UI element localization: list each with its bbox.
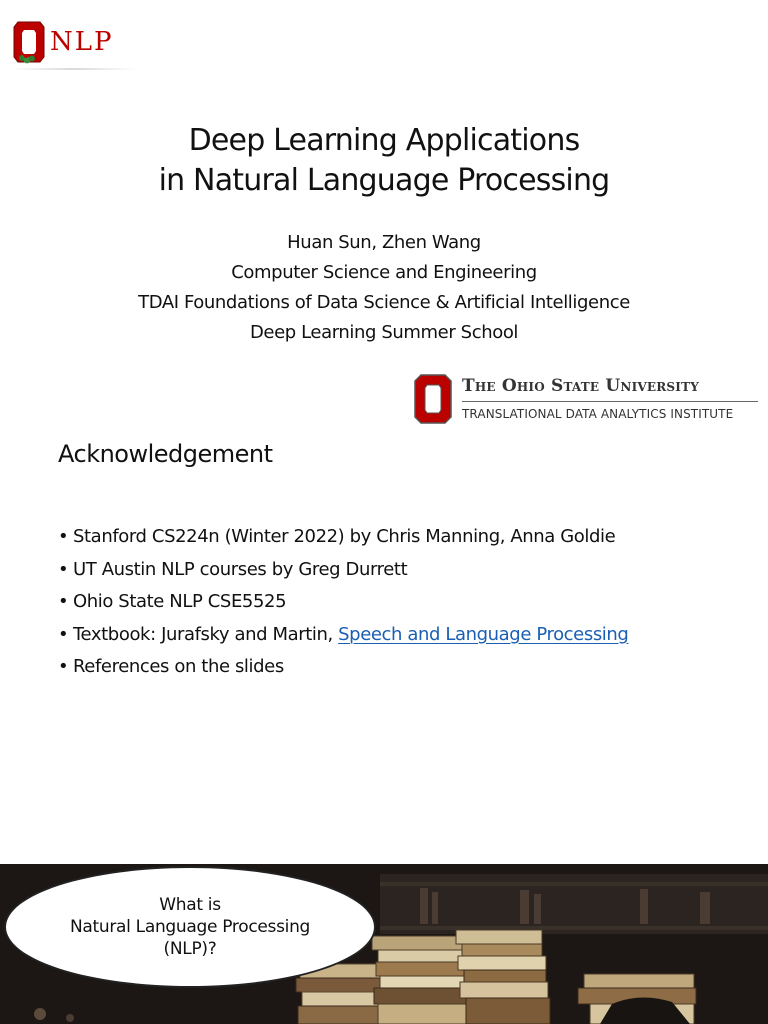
- list-item-text: UT Austin NLP courses by Greg Durrett: [73, 558, 408, 580]
- textbook-link[interactable]: Speech and Language Processing: [338, 623, 629, 645]
- author-names: Huan Sun, Zhen Wang: [287, 232, 481, 253]
- title-line-2: in Natural Language Processing: [158, 163, 610, 198]
- list-item: [58, 651, 628, 684]
- list-item-text: Textbook: Jurafsky and Martin,: [73, 623, 339, 645]
- block-o-logo-icon: [12, 20, 46, 64]
- bullet: •: [58, 656, 69, 677]
- nlp-group-logo: [12, 14, 136, 70]
- bullet: •: [58, 526, 69, 547]
- list-item-text: Stanford CS224n (Winter 2022) by Chris Manning, Anna Goldie: [73, 526, 616, 547]
- list-item-text: References on the slides: [73, 656, 284, 677]
- bubble-line-1: What is: [159, 895, 221, 915]
- osu-tdai-logo: [414, 374, 764, 426]
- department: Computer Science and Engineering: [231, 262, 537, 283]
- institute-name: TRANSLATIONAL DATA ANALYTICS INSTITUTE: [462, 407, 734, 421]
- list-item-text: Ohio State NLP CSE5525: [73, 591, 287, 612]
- event-name: Deep Learning Summer School: [249, 322, 519, 343]
- block-o-logo-icon: [414, 374, 452, 424]
- question-bubble: [4, 866, 376, 988]
- acknowledgement-heading: Acknowledgement: [58, 440, 273, 468]
- logo-underline: [12, 68, 136, 70]
- list-item: [58, 521, 628, 554]
- list-item: [58, 619, 628, 652]
- slide-title: [0, 121, 768, 201]
- list-item: [58, 554, 628, 587]
- list-item: [58, 586, 628, 619]
- bullet: •: [58, 558, 69, 580]
- acknowledgement-slide: [0, 430, 768, 864]
- university-name: The Ohio State University: [462, 376, 699, 396]
- bubble-line-2: Natural Language Processing: [69, 917, 311, 937]
- nlp-logo-text: NLP: [50, 27, 114, 57]
- title-slide: [0, 0, 768, 430]
- bullet: •: [58, 591, 69, 612]
- bubble-line-3: (NLP)?: [163, 939, 217, 959]
- bullet: •: [58, 623, 69, 645]
- what-is-nlp-slide: [0, 864, 768, 1024]
- acknowledgement-list: [58, 521, 628, 684]
- institute: TDAI Foundations of Data Science & Artificial Intelligence: [138, 292, 630, 313]
- logo-divider: [462, 401, 758, 402]
- title-line-1: Deep Learning Applications: [188, 123, 580, 158]
- author-block: [0, 228, 768, 348]
